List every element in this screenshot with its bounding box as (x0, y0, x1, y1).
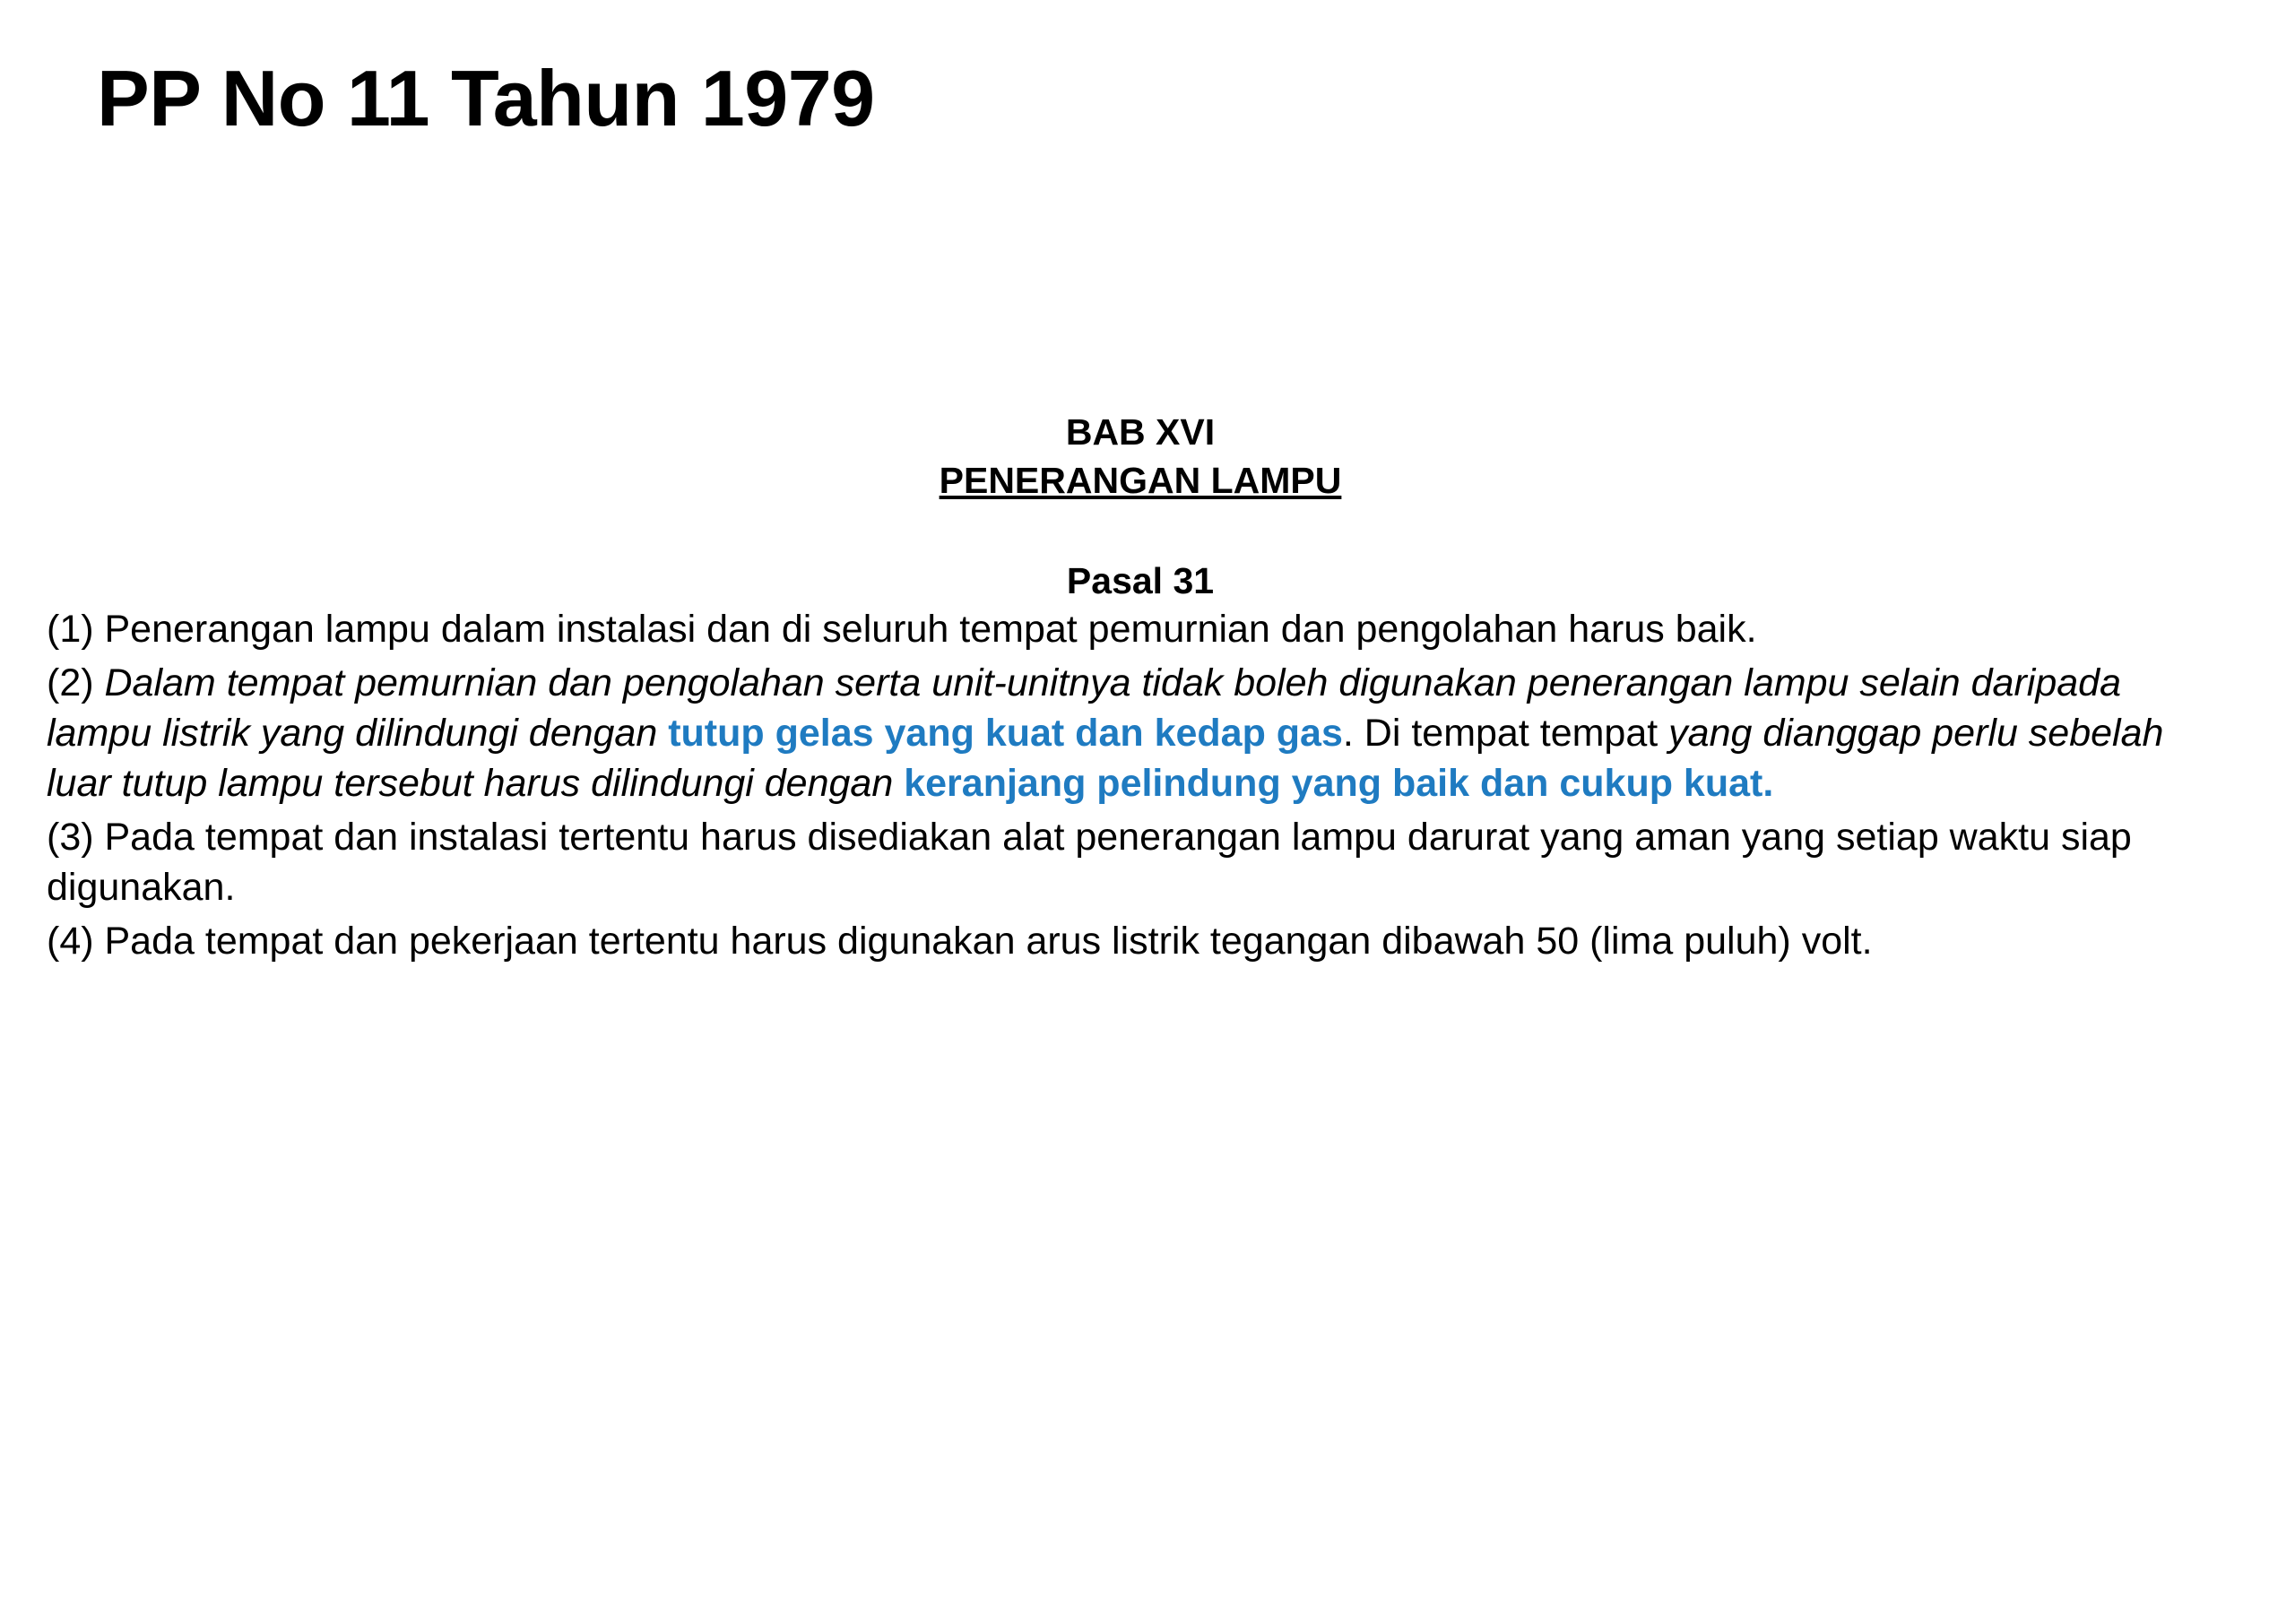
paragraph-2 (47, 659, 2234, 809)
slide-body (47, 408, 2234, 967)
paragraph-2-text-a: Dalam tempat pemurnian dan pengolahan serta unit-unitnya tidak boleh digunakan penerangan lampu selain daripada lampu listrik yang dilindungi dengan (47, 661, 2122, 756)
paragraph-2-text-b: . Di tempat tempat (1342, 712, 1669, 756)
spacer (47, 505, 2234, 557)
chapter-name-text: PENERANGAN LAMPU (939, 460, 1342, 502)
paragraph-2-text-c: yang dianggap perlu sebelah luar tutup lampu tersebut harus dilindungi dengan (47, 712, 2164, 805)
paragraph-1: (1) Penerangan lampu dalam instalasi dan di seluruh tempat pemurnian dan pengolahan harus baik. (47, 608, 1757, 652)
page-title: PP No 11 Tahun 1979 (97, 54, 875, 143)
article-label: Pasal 31 (1066, 560, 1215, 602)
chapter-name (47, 456, 2234, 505)
paragraph-4: (4) Pada tempat dan pekerjaan tertentu harus digunakan arus listrik tegangan dibawah 50 (lima puluh) volt. (47, 919, 1873, 963)
paragraph-2-highlight-2: keranjang pelindung yang baik dan cukup kuat. (904, 762, 1774, 805)
paragraph-3: (3) Pada tempat dan instalasi tertentu harus disediakan alat penerangan lampu darurat yang aman yang setiap waktu siap digunakan. (47, 815, 2132, 909)
paragraph-2-highlight-1: tutup gelas yang kuat dan kedap gas (668, 712, 1343, 756)
paragraph-2-number: (2) (47, 661, 105, 705)
chapter-label: BAB XVI (1065, 411, 1216, 453)
